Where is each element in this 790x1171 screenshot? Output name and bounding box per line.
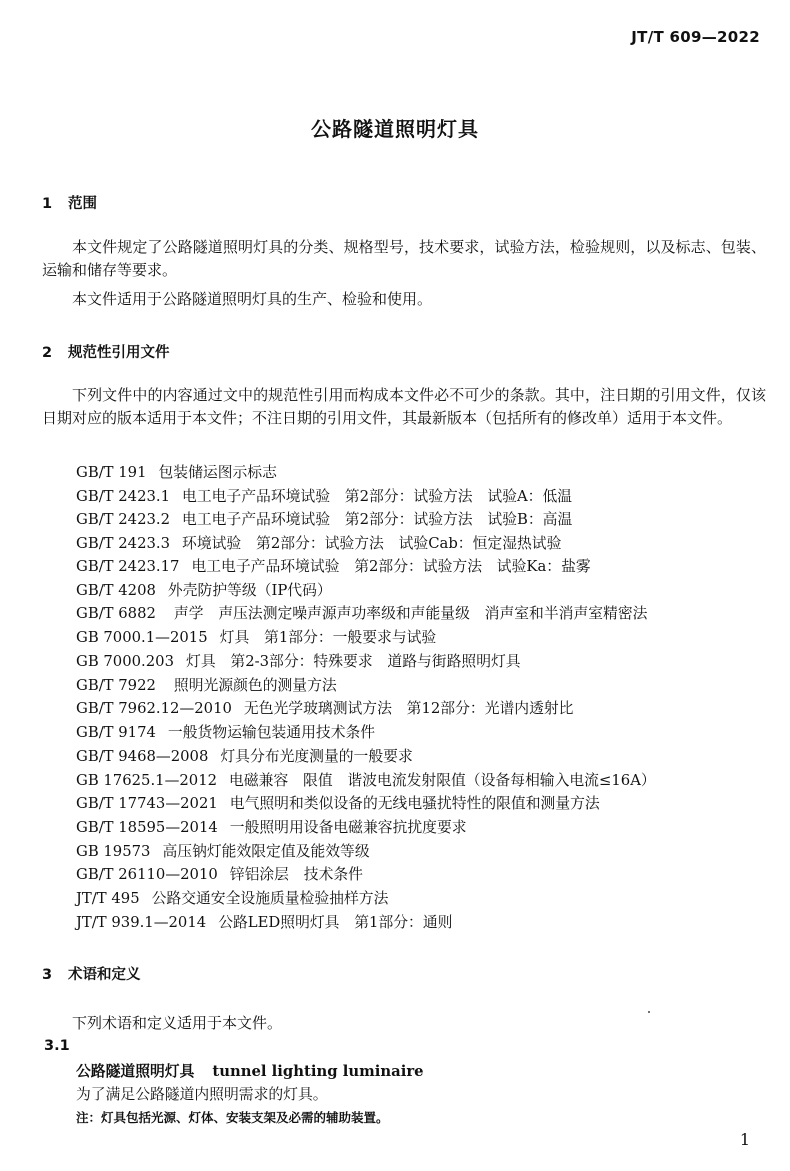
reference-code: GB/T 2423.17 — [76, 558, 180, 575]
document-code: JT/T 609—2022 — [631, 28, 760, 46]
reference-item — [76, 865, 363, 885]
document-title: 公路隧道照明灯具 — [311, 117, 479, 141]
reference-item — [76, 557, 591, 577]
reference-title: 电工电子产品环境试验 第2部分：试验方法 试验A：低温 — [182, 488, 573, 505]
reference-item — [76, 463, 277, 483]
reference-title: 外壳防护等级（IP代码） — [167, 582, 332, 599]
reference-item — [76, 652, 521, 672]
reference-code: GB/T 26110—2010 — [76, 866, 218, 883]
reference-title: 灯具 第1部分：一般要求与试验 — [219, 629, 437, 646]
reference-item — [76, 723, 375, 743]
reference-title: 无色光学玻璃测试方法 第12部分：光谱内透射比 — [243, 700, 574, 717]
reference-item — [76, 628, 436, 648]
reference-title: 高压钠灯能效限定值及能效等级 — [162, 843, 370, 860]
reference-item — [76, 676, 337, 696]
reference-item — [76, 534, 561, 554]
reference-item — [76, 510, 572, 530]
paragraph-text: 下列术语和定义适用于本文件。 — [72, 1014, 283, 1032]
reference-title: 电磁兼容 限值 谐波电流发射限值（设备每相输入电流≤16A） — [229, 772, 656, 789]
term-note: 注：灯具包括光源、灯体、安装支架及必需的辅助装置。 — [76, 1110, 389, 1125]
paragraph-text: 本文件规定了公路隧道照明灯具的分类、规格型号，技术要求，试验方法，检验规则，以及标志、包装、运输和储存等要求。 — [42, 238, 766, 279]
term-number: 3.1 — [44, 1038, 70, 1054]
reference-item — [76, 699, 573, 719]
reference-code: GB/T 17743—2021 — [76, 795, 218, 812]
reference-code: GB 7000.1—2015 — [76, 629, 208, 646]
reference-title: 声学 声压法测定噪声源声功率级和声能量级 消声室和半消声室精密法 — [173, 605, 648, 622]
reference-code: GB/T 9468—2008 — [76, 748, 209, 765]
reference-code: JT/T 939.1—2014 — [76, 914, 207, 931]
reference-title: 灯具分布光度测量的一般要求 — [220, 748, 413, 765]
section-heading-references — [42, 341, 170, 362]
section-title: 范围 — [68, 196, 97, 212]
term-definition: 为了满足公路隧道内照明需求的灯具。 — [76, 1086, 328, 1103]
reference-code: GB/T 2423.1 — [76, 488, 171, 505]
page-number: 1 — [739, 1130, 750, 1149]
reference-title: 一般照明用设备电磁兼容抗扰度要求 — [229, 819, 467, 836]
scan-speck — [648, 1011, 650, 1013]
reference-code: JT/T 495 — [76, 890, 140, 907]
term-name — [76, 1060, 424, 1081]
reference-code: GB/T 2423.3 — [76, 535, 171, 552]
reference-item — [76, 604, 647, 624]
reference-item — [76, 818, 467, 838]
reference-code: GB/T 9174 — [76, 724, 156, 741]
section-title: 规范性引用文件 — [68, 345, 170, 361]
reference-title: 公路LED照明灯具 第1部分：通则 — [218, 914, 453, 931]
reference-item — [76, 771, 656, 791]
scope-paragraph-1 — [42, 236, 766, 281]
reference-code: GB 19573 — [76, 843, 151, 860]
reference-item — [76, 842, 370, 862]
term-name-en: tunnel lighting luminaire — [212, 1063, 424, 1080]
section-title: 术语和定义 — [68, 967, 141, 983]
reference-item — [76, 747, 413, 767]
reference-item — [76, 794, 600, 814]
reference-item — [76, 889, 388, 909]
reference-title: 电工电子产品环境试验 第2部分：试验方法 试验B：高温 — [182, 511, 573, 528]
reference-title: 电气照明和类似设备的无线电骚扰特性的限值和测量方法 — [229, 795, 600, 812]
terms-intro — [42, 1012, 766, 1035]
reference-item — [76, 487, 572, 507]
term-name-zh: 公路隧道照明灯具 — [76, 1063, 195, 1080]
reference-code: GB/T 6882 — [76, 605, 156, 622]
scope-paragraph-2 — [42, 288, 766, 311]
references-intro — [42, 384, 766, 429]
section-heading-scope — [42, 192, 97, 213]
reference-title: 环境试验 第2部分：试验方法 试验Cab：恒定湿热试验 — [182, 535, 562, 552]
reference-code: GB/T 7962.12—2010 — [76, 700, 232, 717]
reference-title: 包装储运图示标志 — [158, 464, 277, 481]
section-number: 2 — [42, 345, 53, 361]
paragraph-text: 下列文件中的内容通过文中的规范性引用而构成本文件必不可少的条款。其中，注日期的引用文件，仅该日期对应的版本适用于本文件；不注日期的引用文件，其最新版本（包括所有的修改单）适用于本文件。 — [42, 386, 766, 427]
section-number: 3 — [42, 967, 53, 983]
reference-title: 照明光源颜色的测量方法 — [173, 677, 337, 694]
reference-title: 一般货物运输包装通用技术条件 — [167, 724, 376, 741]
reference-title: 电工电子产品环境试验 第2部分：试验方法 试验Ka：盐雾 — [191, 558, 591, 575]
reference-code: GB/T 4208 — [76, 582, 156, 599]
reference-title: 灯具 第2-3部分：特殊要求 道路与街路照明灯具 — [186, 653, 521, 670]
section-number: 1 — [42, 196, 53, 212]
reference-code: GB 7000.203 — [76, 653, 175, 670]
reference-item — [76, 913, 452, 933]
reference-code: GB/T 7922 — [76, 677, 156, 694]
section-heading-terms — [42, 963, 141, 984]
reference-code: GB/T 191 — [76, 464, 147, 481]
reference-item — [76, 581, 332, 601]
reference-code: GB 17625.1—2012 — [76, 772, 218, 789]
reference-title: 公路交通安全设施质量检验抽样方法 — [151, 890, 389, 907]
reference-code: GB/T 18595—2014 — [76, 819, 218, 836]
reference-title: 锌铝涂层 技术条件 — [229, 866, 363, 883]
reference-code: GB/T 2423.2 — [76, 511, 171, 528]
paragraph-text: 本文件适用于公路隧道照明灯具的生产、检验和使用。 — [72, 290, 433, 308]
